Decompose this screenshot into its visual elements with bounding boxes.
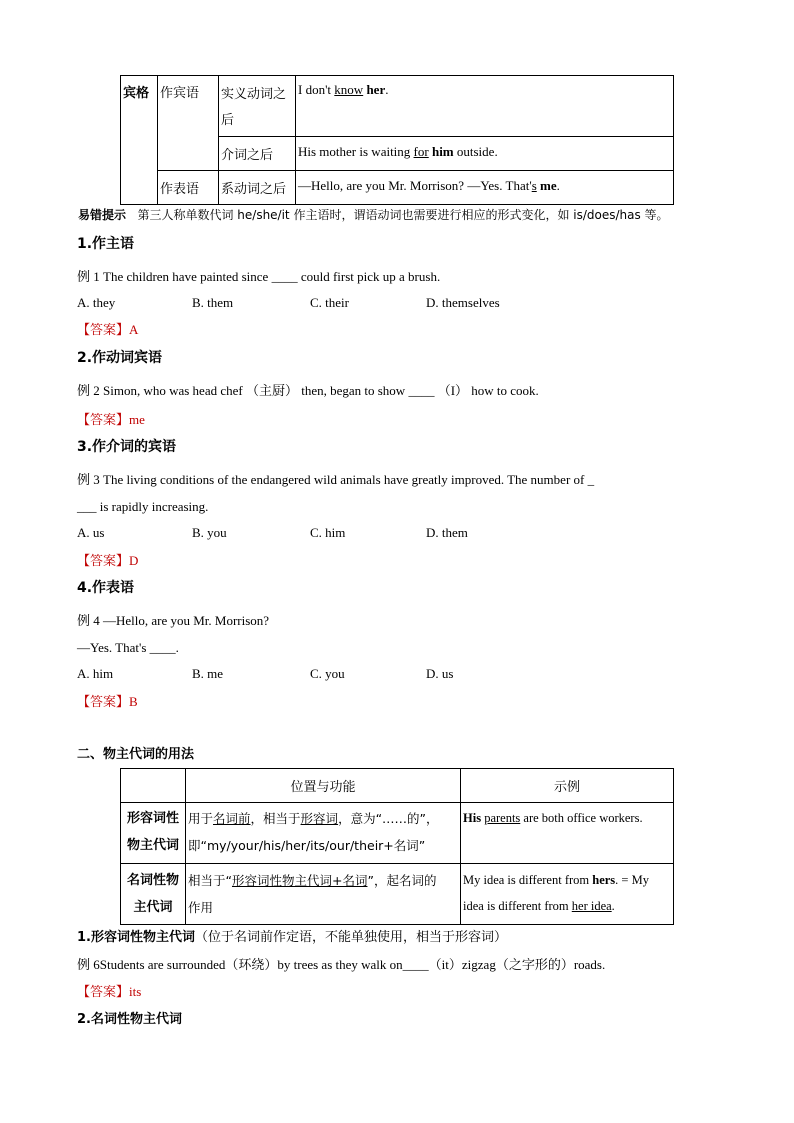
- pos-cell-prep: [219, 137, 296, 171]
- q4-blank: ____: [149, 640, 176, 655]
- t2-r2-func-b: 形容词性物主代词+名词: [231, 873, 368, 888]
- ex2-b: for: [413, 144, 429, 159]
- q3-answer-label: 【答案】: [77, 554, 130, 569]
- heading-verb-object: 2.作动词宾语: [77, 350, 163, 366]
- q6-answer-label: 【答案】: [77, 985, 130, 1000]
- ex3-c: me: [536, 178, 557, 193]
- q1-option-c: C. their: [310, 295, 349, 310]
- q3-option-a: A. us: [77, 525, 105, 540]
- ex2-d: outside.: [453, 144, 498, 159]
- q4-answer: [77, 691, 138, 710]
- heading-subject: 1.作主语: [77, 236, 135, 252]
- ex3-a: —Hello, are you Mr. Morrison? —Yes. That': [298, 178, 532, 193]
- q6-text-a: 例 6Students are surrounded（环绕）by trees as they walk on: [77, 957, 403, 972]
- t2-r2-func-l1: [188, 867, 458, 894]
- t2-header-example-text: 示例: [553, 780, 580, 795]
- t2-r1-func-a: 用于: [188, 811, 214, 826]
- ex2-a: His mother is waiting: [298, 144, 414, 159]
- func-object-text: 作宾语: [160, 86, 200, 101]
- s5-heading-text: 1.形容词性物主代词: [77, 930, 195, 945]
- q6-answer-value: its: [129, 984, 142, 999]
- t2-r2-func-l2: 作用: [188, 900, 214, 915]
- pos-linking-text: 系动词之后: [221, 182, 287, 197]
- t2-adj-possessive-example: [461, 803, 674, 864]
- t2-r2-name-l1: 名词性物: [126, 873, 179, 888]
- q3-option-d: D. them: [426, 525, 468, 540]
- ex1-c: her: [363, 82, 386, 97]
- q3-text: is rapidly increasing.: [96, 499, 209, 514]
- q4-option-d: D. us: [426, 666, 454, 681]
- q2-answer-value: me: [129, 412, 145, 427]
- heading-noun-possessive: 2.名词性物主代词: [77, 1012, 182, 1027]
- q2-text-b: （I） how to cook.: [434, 383, 539, 398]
- question-1: [77, 266, 440, 285]
- t2-r2-ex-l1-b: hers: [592, 873, 616, 887]
- ex1-a: I don't: [298, 82, 335, 97]
- t2-r2-ex-l1-a: My idea is different from: [463, 873, 593, 887]
- t2-noun-possessive-name: [121, 864, 186, 925]
- ex3-d: .: [556, 178, 560, 193]
- example-cell-3: [296, 171, 674, 205]
- func-cell-object: [158, 76, 219, 171]
- t2-noun-possessive-func: [186, 864, 461, 925]
- q1-text-b: could first pick up a brush.: [297, 269, 441, 284]
- pronoun-case-table: [120, 75, 674, 205]
- t2-adj-possessive-func: [186, 803, 461, 864]
- q2-blank: ____: [408, 383, 435, 398]
- q3-option-b: B. you: [192, 525, 227, 540]
- q3-answer: [77, 550, 138, 569]
- error-tip: [78, 206, 669, 223]
- t2-r1-ex-a: His: [463, 811, 482, 825]
- q3-answer-value: D: [129, 553, 139, 568]
- t2-r1-name-l2: 物主代词: [126, 838, 179, 853]
- q1-option-a: A. they: [77, 295, 116, 310]
- pos-prep-text: 介词之后: [221, 148, 274, 163]
- t2-header-func: [186, 769, 461, 803]
- ex1-d: .: [385, 82, 389, 97]
- func-predicative-text: 作表语: [160, 182, 200, 197]
- t2-header-blank: [121, 769, 186, 803]
- t2-r1-name-l1: 形容词性: [126, 811, 179, 826]
- q4-option-c: C. you: [310, 666, 345, 681]
- t2-r2-func-a: 相当于“: [188, 873, 232, 888]
- possessive-pronoun-table: [120, 768, 674, 925]
- t2-r2-ex-l2: [463, 893, 671, 919]
- q4-text-b: .: [175, 640, 179, 655]
- q2-answer-label: 【答案】: [77, 413, 130, 428]
- q6-blank: ____: [402, 957, 429, 972]
- example-cell-2: [296, 137, 674, 171]
- question-4-line2: [77, 640, 179, 656]
- q1-answer-value: A: [129, 322, 139, 337]
- q2-text-a: 例 2 Simon, who was head chef （主厨） then, began to show: [77, 383, 409, 398]
- part2-title: 二、物主代词的用法: [77, 747, 195, 762]
- t2-r1-func-e: ，意为“……的”，: [338, 811, 439, 826]
- q6-answer: [77, 981, 141, 1000]
- q1-option-d: D. themselves: [426, 295, 500, 310]
- q1-blank: ____: [271, 269, 298, 284]
- t2-r1-ex-d: are both office workers.: [520, 811, 643, 825]
- t2-r1-func-c: ，相当于: [250, 811, 301, 826]
- q4-text-a: —Yes. That's: [77, 640, 150, 655]
- t2-r1-func-b: 名词前: [213, 811, 251, 826]
- question-4-line1: 例 4 —Hello, are you Mr. Morrison?: [77, 613, 270, 628]
- question-3-line1: 例 3 The living conditions of the endangered wild animals have greatly improved. The number of _: [77, 472, 595, 487]
- q1-option-b: B. them: [192, 295, 234, 310]
- t2-r2-func-c: ”，起名词的: [367, 873, 437, 888]
- t2-header-example: [461, 769, 674, 803]
- pos-verb-text: 实义动词之后: [221, 87, 287, 128]
- t2-r2-ex-l2-c: .: [611, 899, 615, 913]
- t2-header-func-text: 位置与功能: [290, 780, 356, 795]
- pos-cell-linking: [219, 171, 296, 205]
- q3-option-c: C. him: [310, 525, 346, 540]
- example-cell-1: [296, 76, 674, 137]
- heading-predicative: 4.作表语: [77, 580, 135, 596]
- pos-cell-verb: [219, 76, 296, 137]
- t2-adj-possessive-name: [121, 803, 186, 864]
- q4-answer-label: 【答案】: [77, 695, 130, 710]
- s5-heading-note: （位于名词前作定语，不能单独使用，相当于形容词）: [194, 930, 507, 945]
- tip-label: 易错提示: [78, 208, 127, 222]
- q3-blank: ___: [77, 499, 97, 514]
- t2-r1-ex-c: parents: [484, 811, 521, 825]
- q1-answer: [77, 319, 138, 338]
- t2-r2-ex-l1-c: . = My: [615, 873, 649, 887]
- ex2-c: him: [428, 144, 454, 159]
- question-2: [77, 380, 539, 399]
- t2-r1-func-l2: 即“my/your/his/her/its/our/their+名词”: [188, 838, 426, 853]
- ex3-b: s: [531, 178, 537, 193]
- q4-option-a: A. him: [77, 666, 114, 681]
- tip-text: 第三人称单数代词 he/she/it 作主语时，谓语动词也需要进行相应的形式变化，如 is/does/has 等。: [137, 208, 669, 222]
- t2-r2-ex-l1: [463, 867, 671, 893]
- question-6: [77, 954, 605, 973]
- heading-adj-possessive: [77, 926, 507, 945]
- case-label-text: 宾格: [123, 86, 150, 101]
- q1-answer-label: 【答案】: [77, 323, 130, 338]
- t2-r1-func-l1: [188, 805, 458, 832]
- func-cell-predicative: [158, 171, 219, 205]
- ex1-b: know: [334, 82, 364, 97]
- q2-answer: [77, 409, 145, 428]
- t2-r2-name-l2: 主代词: [133, 900, 173, 915]
- q4-option-b: B. me: [192, 666, 224, 681]
- case-label: [121, 76, 158, 205]
- question-3-line2: [77, 499, 208, 515]
- t2-r2-ex-l2-b: her idea: [571, 899, 612, 913]
- heading-prep-object: 3.作介词的宾语: [77, 439, 177, 455]
- t2-r2-ex-l2-a: idea is different from: [463, 899, 572, 913]
- q4-answer-value: B: [129, 694, 138, 709]
- q6-text-b: （it）zigzag（之字形的）roads.: [428, 957, 606, 972]
- t2-noun-possessive-example: [461, 864, 674, 925]
- q1-text-a: 例 1 The children have painted since: [77, 269, 272, 284]
- t2-r1-func-d: 形容词: [300, 811, 339, 826]
